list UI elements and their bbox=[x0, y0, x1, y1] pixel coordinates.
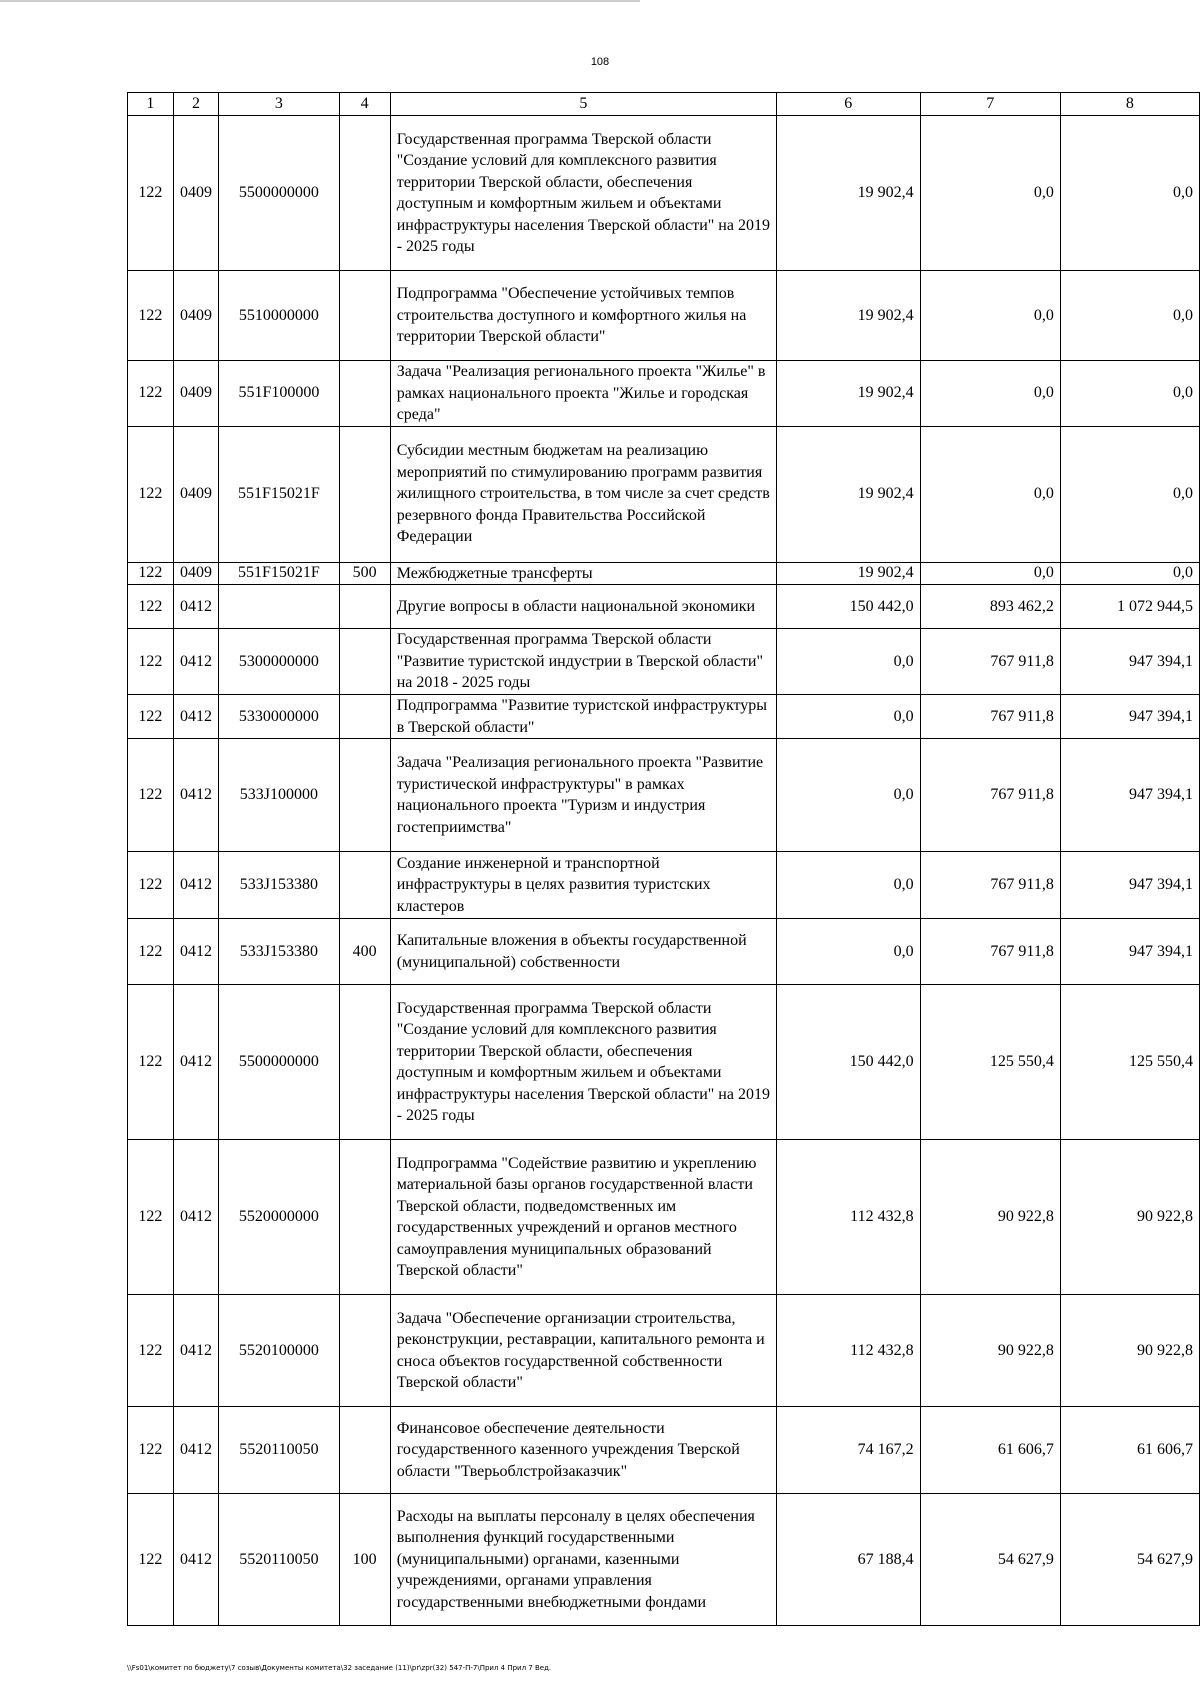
cell-ministry: 122 bbox=[128, 919, 174, 985]
cell-amount-7: 893 462,2 bbox=[920, 585, 1060, 629]
cell-ministry: 122 bbox=[128, 1140, 174, 1295]
cell-amount-6: 150 442,0 bbox=[776, 585, 920, 629]
cell-section: 0412 bbox=[173, 585, 219, 629]
cell-amount-7: 767 911,8 bbox=[920, 852, 1060, 919]
cell-amount-8: 0,0 bbox=[1060, 426, 1199, 562]
cell-amount-6: 74 167,2 bbox=[776, 1407, 920, 1494]
cell-name: Подпрограмма "Содействие развитию и укреплению материальной базы органов государственной власти Тверской области, подведомственных им государственных учреждений и органов местного самоуправления муниципальных образований Тверской области" bbox=[390, 1140, 776, 1295]
cell-target-article bbox=[219, 585, 339, 629]
column-header: 4 bbox=[339, 93, 390, 116]
cell-amount-8: 125 550,4 bbox=[1060, 985, 1199, 1140]
cell-amount-6: 19 902,4 bbox=[776, 361, 920, 427]
cell-ministry: 122 bbox=[128, 1295, 174, 1407]
cell-amount-8: 947 394,1 bbox=[1060, 852, 1199, 919]
cell-name: Задача "Обеспечение организации строительства, реконструкции, реставрации, капитального ремонта и сноса объектов государственной собственности Тверской области" bbox=[390, 1295, 776, 1407]
column-header: 2 bbox=[173, 93, 219, 116]
cell-expense-type: 100 bbox=[339, 1494, 390, 1626]
table-row bbox=[128, 985, 1200, 1140]
cell-target-article: 5520110050 bbox=[219, 1407, 339, 1494]
cell-ministry: 122 bbox=[128, 271, 174, 361]
cell-amount-7: 767 911,8 bbox=[920, 919, 1060, 985]
cell-ministry: 122 bbox=[128, 1407, 174, 1494]
cell-amount-7: 90 922,8 bbox=[920, 1295, 1060, 1407]
table-row bbox=[128, 271, 1200, 361]
cell-amount-8: 947 394,1 bbox=[1060, 919, 1199, 985]
table-row bbox=[128, 852, 1200, 919]
cell-ministry: 122 bbox=[128, 739, 174, 852]
cell-name: Задача "Реализация регионального проекта "Развитие туристической инфраструктуры" в рамках национального проекта "Туризм и индустрия гостеприимства" bbox=[390, 739, 776, 852]
cell-section: 0409 bbox=[173, 426, 219, 562]
cell-amount-6: 19 902,4 bbox=[776, 271, 920, 361]
cell-target-article: 551F15021F bbox=[219, 562, 339, 585]
column-header: 1 bbox=[128, 93, 174, 116]
table-row bbox=[128, 361, 1200, 427]
cell-expense-type: 400 bbox=[339, 919, 390, 985]
cell-amount-6: 0,0 bbox=[776, 739, 920, 852]
cell-ministry: 122 bbox=[128, 1494, 174, 1626]
cell-amount-8: 0,0 bbox=[1060, 116, 1199, 271]
cell-target-article: 533J100000 bbox=[219, 739, 339, 852]
cell-target-article: 551F100000 bbox=[219, 361, 339, 427]
column-header: 3 bbox=[219, 93, 339, 116]
cell-name: Подпрограмма "Развитие туристской инфраструктуры в Тверской области" bbox=[390, 695, 776, 739]
cell-target-article: 5520100000 bbox=[219, 1295, 339, 1407]
cell-amount-7: 0,0 bbox=[920, 361, 1060, 427]
cell-name: Государственная программа Тверской области "Создание условий для комплексного развития территории Тверской области, обеспечения доступным и комфортным жильем и объектами инфраструктуры населения Тверской области" на 2019 - 2025 годы bbox=[390, 985, 776, 1140]
cell-ministry: 122 bbox=[128, 985, 174, 1140]
cell-expense-type bbox=[339, 739, 390, 852]
cell-amount-7: 61 606,7 bbox=[920, 1407, 1060, 1494]
cell-expense-type bbox=[339, 1407, 390, 1494]
cell-expense-type bbox=[339, 852, 390, 919]
table-row bbox=[128, 695, 1200, 739]
file-path-footer: \\Fs01\комитет по бюджету\7 созыв\Документы комитета\32 заседание (11)\pr\zpr(32) 547-П-7\Прил 4 Прил 7 Вед. bbox=[127, 1664, 552, 1672]
column-header: 5 bbox=[390, 93, 776, 116]
cell-amount-8: 61 606,7 bbox=[1060, 1407, 1199, 1494]
scan-edge-line bbox=[0, 0, 640, 2]
cell-target-article: 5300000000 bbox=[219, 629, 339, 695]
table-row bbox=[128, 919, 1200, 985]
cell-amount-6: 19 902,4 bbox=[776, 562, 920, 585]
cell-amount-8: 90 922,8 bbox=[1060, 1295, 1199, 1407]
cell-expense-type bbox=[339, 585, 390, 629]
cell-target-article: 5500000000 bbox=[219, 116, 339, 271]
cell-name: Государственная программа Тверской области "Развитие туристской индустрии в Тверской области" на 2018 - 2025 годы bbox=[390, 629, 776, 695]
cell-name: Финансовое обеспечение деятельности государственного казенного учреждения Тверской области "Тверьоблстройзаказчик" bbox=[390, 1407, 776, 1494]
cell-name: Другие вопросы в области национальной экономики bbox=[390, 585, 776, 629]
cell-amount-7: 767 911,8 bbox=[920, 739, 1060, 852]
cell-ministry: 122 bbox=[128, 562, 174, 585]
page-number: 108 bbox=[590, 56, 610, 68]
table-row bbox=[128, 1407, 1200, 1494]
cell-ministry: 122 bbox=[128, 361, 174, 427]
cell-section: 0409 bbox=[173, 116, 219, 271]
cell-amount-7: 0,0 bbox=[920, 426, 1060, 562]
table-row bbox=[128, 426, 1200, 562]
cell-amount-7: 90 922,8 bbox=[920, 1140, 1060, 1295]
table-row bbox=[128, 739, 1200, 852]
cell-name: Создание инженерной и транспортной инфраструктуры в целях развития туристских кластеров bbox=[390, 852, 776, 919]
cell-section: 0412 bbox=[173, 852, 219, 919]
cell-amount-7: 0,0 bbox=[920, 562, 1060, 585]
column-header: 8 bbox=[1060, 93, 1199, 116]
cell-section: 0409 bbox=[173, 562, 219, 585]
cell-target-article: 533J153380 bbox=[219, 852, 339, 919]
cell-amount-8: 0,0 bbox=[1060, 361, 1199, 427]
column-header: 7 bbox=[920, 93, 1060, 116]
cell-name: Расходы на выплаты персоналу в целях обеспечения выполнения функций государственными (муниципальными) органами, казенными учреждениями, органами управления государственными внебюджетными фондами bbox=[390, 1494, 776, 1626]
cell-target-article: 5500000000 bbox=[219, 985, 339, 1140]
table-row bbox=[128, 116, 1200, 271]
cell-name: Задача "Реализация регионального проекта "Жилье" в рамках национального проекта "Жилье и городская среда" bbox=[390, 361, 776, 427]
cell-amount-7: 0,0 bbox=[920, 116, 1060, 271]
cell-ministry: 122 bbox=[128, 695, 174, 739]
cell-section: 0409 bbox=[173, 271, 219, 361]
cell-ministry: 122 bbox=[128, 585, 174, 629]
column-header: 6 bbox=[776, 93, 920, 116]
cell-amount-6: 19 902,4 bbox=[776, 116, 920, 271]
cell-expense-type: 500 bbox=[339, 562, 390, 585]
cell-expense-type bbox=[339, 116, 390, 271]
table-row bbox=[128, 1140, 1200, 1295]
cell-target-article: 5520110050 bbox=[219, 1494, 339, 1626]
cell-amount-8: 0,0 bbox=[1060, 271, 1199, 361]
cell-target-article: 5510000000 bbox=[219, 271, 339, 361]
cell-ministry: 122 bbox=[128, 629, 174, 695]
cell-amount-8: 90 922,8 bbox=[1060, 1140, 1199, 1295]
cell-amount-7: 767 911,8 bbox=[920, 695, 1060, 739]
cell-amount-8: 947 394,1 bbox=[1060, 629, 1199, 695]
cell-section: 0412 bbox=[173, 1140, 219, 1295]
cell-section: 0412 bbox=[173, 919, 219, 985]
table-row bbox=[128, 585, 1200, 629]
header-row bbox=[128, 93, 1200, 116]
cell-section: 0412 bbox=[173, 1407, 219, 1494]
cell-amount-6: 67 188,4 bbox=[776, 1494, 920, 1626]
cell-name: Капитальные вложения в объекты государственной (муниципальной) собственности bbox=[390, 919, 776, 985]
cell-amount-7: 125 550,4 bbox=[920, 985, 1060, 1140]
cell-amount-6: 112 432,8 bbox=[776, 1295, 920, 1407]
cell-section: 0409 bbox=[173, 361, 219, 427]
cell-ministry: 122 bbox=[128, 852, 174, 919]
cell-name: Субсидии местным бюджетам на реализацию мероприятий по стимулированию программ развития жилищного строительства, в том числе за счет средств резервного фонда Правительства Российской Федерации bbox=[390, 426, 776, 562]
cell-amount-7: 767 911,8 bbox=[920, 629, 1060, 695]
cell-expense-type bbox=[339, 361, 390, 427]
cell-amount-8: 54 627,9 bbox=[1060, 1494, 1199, 1626]
cell-amount-6: 112 432,8 bbox=[776, 1140, 920, 1295]
cell-expense-type bbox=[339, 426, 390, 562]
cell-target-article: 551F15021F bbox=[219, 426, 339, 562]
cell-section: 0412 bbox=[173, 629, 219, 695]
cell-amount-6: 150 442,0 bbox=[776, 985, 920, 1140]
cell-amount-6: 0,0 bbox=[776, 852, 920, 919]
cell-amount-6: 0,0 bbox=[776, 629, 920, 695]
table-row bbox=[128, 1494, 1200, 1626]
table-row bbox=[128, 629, 1200, 695]
table-row bbox=[128, 1295, 1200, 1407]
cell-amount-8: 947 394,1 bbox=[1060, 739, 1199, 852]
cell-expense-type bbox=[339, 695, 390, 739]
cell-section: 0412 bbox=[173, 695, 219, 739]
cell-amount-8: 947 394,1 bbox=[1060, 695, 1199, 739]
cell-target-article: 533J153380 bbox=[219, 919, 339, 985]
cell-expense-type bbox=[339, 1140, 390, 1295]
cell-section: 0412 bbox=[173, 1494, 219, 1626]
cell-section: 0412 bbox=[173, 985, 219, 1140]
cell-ministry: 122 bbox=[128, 426, 174, 562]
cell-target-article: 5520000000 bbox=[219, 1140, 339, 1295]
cell-amount-8: 1 072 944,5 bbox=[1060, 585, 1199, 629]
cell-amount-8: 0,0 bbox=[1060, 562, 1199, 585]
cell-section: 0412 bbox=[173, 739, 219, 852]
cell-name: Подпрограмма "Обеспечение устойчивых темпов строительства доступного и комфортного жилья на территории Тверской области" bbox=[390, 271, 776, 361]
cell-section: 0412 bbox=[173, 1295, 219, 1407]
table-row bbox=[128, 562, 1200, 585]
cell-name: Межбюджетные трансферты bbox=[390, 562, 776, 585]
cell-expense-type bbox=[339, 985, 390, 1140]
cell-target-article: 5330000000 bbox=[219, 695, 339, 739]
cell-expense-type bbox=[339, 629, 390, 695]
budget-table bbox=[127, 92, 1200, 1626]
cell-amount-6: 0,0 bbox=[776, 695, 920, 739]
cell-amount-6: 19 902,4 bbox=[776, 426, 920, 562]
cell-expense-type bbox=[339, 271, 390, 361]
cell-expense-type bbox=[339, 1295, 390, 1407]
cell-amount-7: 0,0 bbox=[920, 271, 1060, 361]
cell-ministry: 122 bbox=[128, 116, 174, 271]
cell-amount-7: 54 627,9 bbox=[920, 1494, 1060, 1626]
cell-amount-6: 0,0 bbox=[776, 919, 920, 985]
cell-name: Государственная программа Тверской области "Создание условий для комплексного развития территории Тверской области, обеспечения доступным и комфортным жильем и объектами инфраструктуры населения Тверской области" на 2019 - 2025 годы bbox=[390, 116, 776, 271]
